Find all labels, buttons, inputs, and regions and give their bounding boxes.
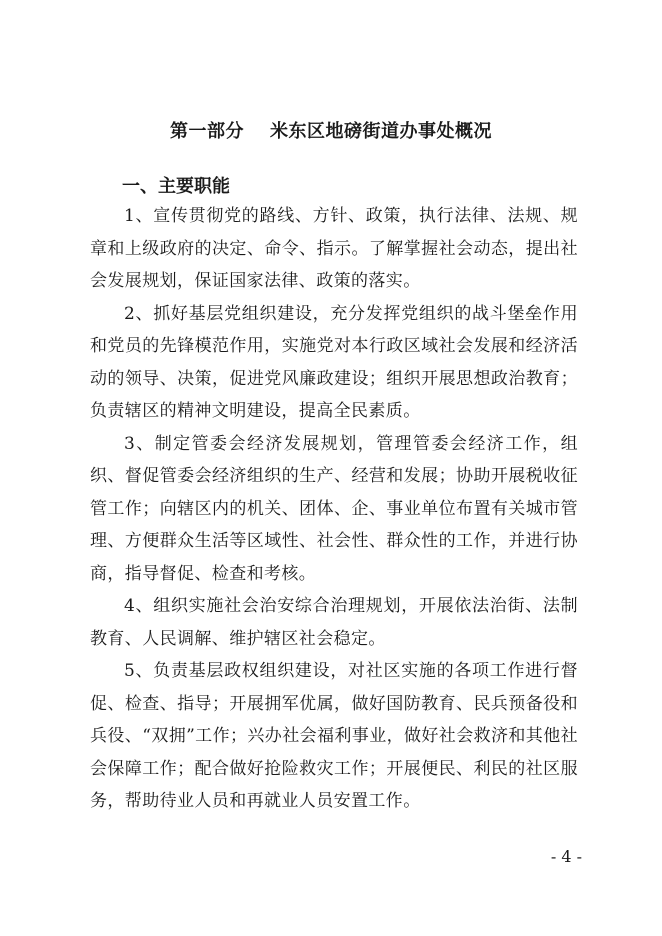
title-main: 米东区地磅街道办事处概况 xyxy=(270,121,492,142)
paragraph-5: 5、负责基层政权组织建设，对社区实施的各项工作进行督促、检查、指导；开展拥军优属，做好国防教育、民兵预备役和兵役、“双拥”工作；兴办社会福利事业，做好社会救济和其他社会保障工作；配合做好抢险救灾工作；开展便民、利民的社区服务，帮助待业人员和再就业人员安置工作。 xyxy=(90,661,578,811)
paragraph-1: 1、宣传贯彻党的路线、方针、政策，执行法律、法规、规章和上级政府的决定、命令、指示。了解掌握社会动态，提出社会发展规划，保证国家法律、政策的落实。 xyxy=(90,206,578,291)
paragraph-3: 3、制定管委会经济发展规划，管理管委会经济工作，组织、督促管委会经济组织的生产、经营和发展；协助开展税收征管工作；向辖区内的机关、团体、企、事业单位布置有关城市管理、方便群众生活等区域性、社会性、群众性的工作，并进行协商，指导督促、检查和考核。 xyxy=(90,433,578,584)
paragraph-4: 4、组织实施社会治安综合治理规划，开展依法治街、法制教育、人民调解、维护辖区社会稳定。 xyxy=(90,596,578,649)
page-title xyxy=(0,117,662,143)
section-heading: 一、主要职能 xyxy=(122,176,230,197)
paragraph-2: 2、抓好基层党组织建设，充分发挥党组织的战斗堡垒作用和党员的先锋模范作用，实施党对本行政区域社会发展和经济活动的领导、决策，促进党风廉政建设；组织开展思想政治教育；负责辖区的精神文明建设，提高全民素质。 xyxy=(90,303,578,421)
title-part: 第一部分 xyxy=(170,121,244,142)
page-number: - 4 - xyxy=(550,847,582,866)
body-text xyxy=(90,200,578,818)
